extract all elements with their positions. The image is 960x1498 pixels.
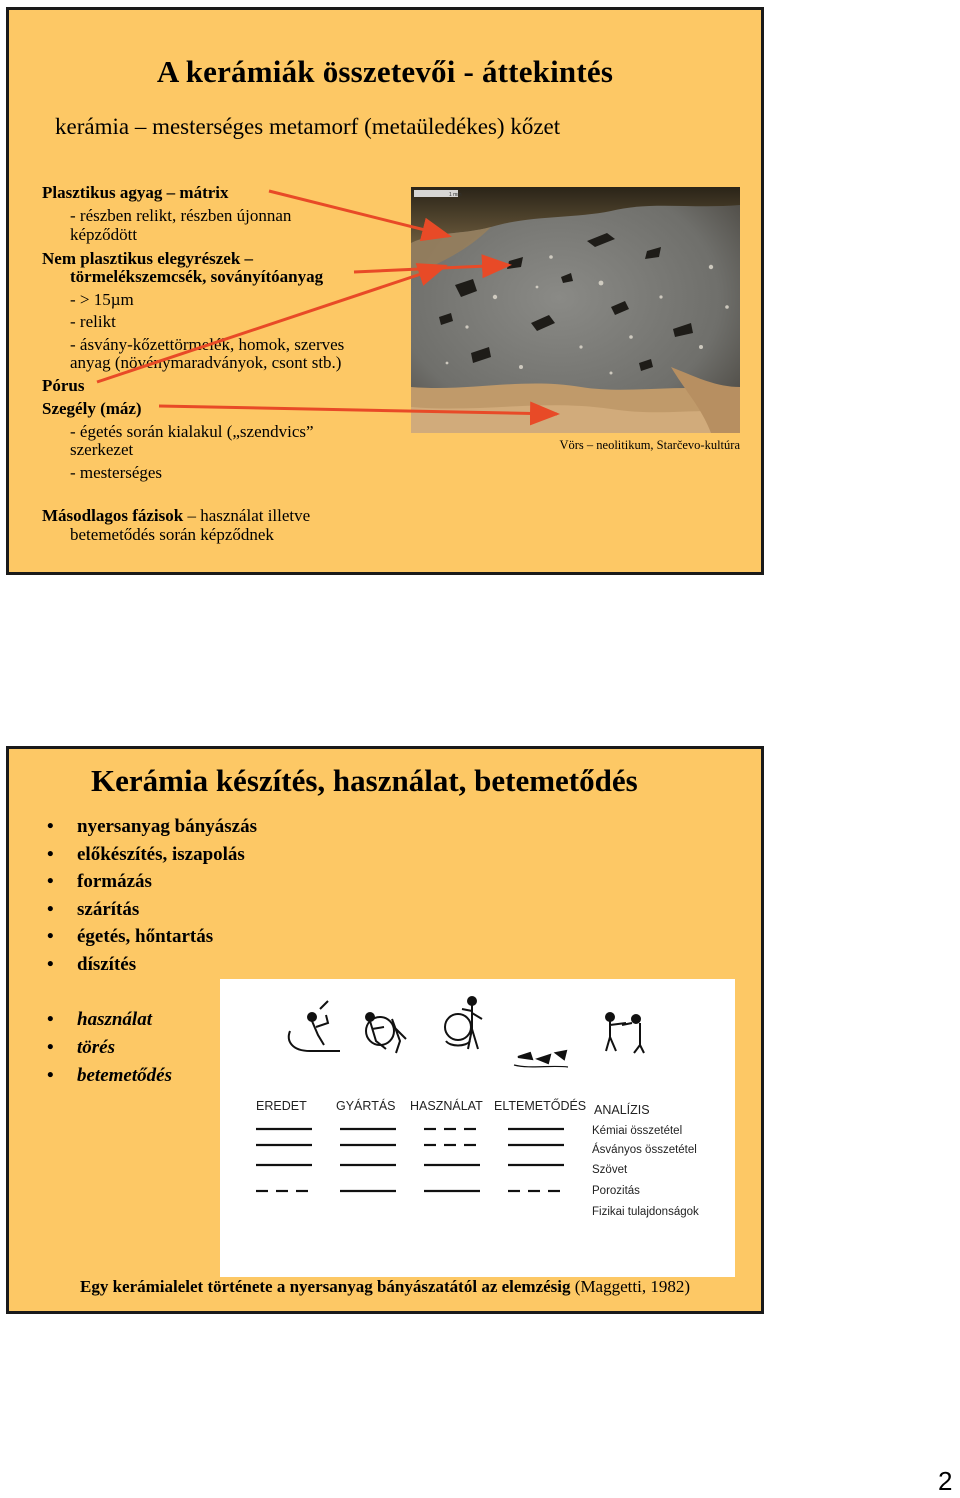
component-line: Pórus [42, 376, 85, 395]
slide1-title: A kerámiák összetevői - áttekintés [156, 54, 614, 89]
lifecycle-bullet [47, 870, 152, 894]
diagram-column-label: ANALÍZIS [594, 1103, 650, 1117]
component-line: Nem plasztikus elegyrészek – [42, 249, 254, 268]
bullet-marker: • [47, 899, 54, 920]
lifecycle-diagram [220, 979, 735, 1277]
lifecycle-bullet [47, 1036, 115, 1060]
bullet-marker: • [47, 954, 54, 975]
bullet-text: szárítás [77, 899, 140, 920]
bullet-text: betemetődés [77, 1065, 172, 1086]
bullet-marker: • [47, 816, 54, 837]
diagram-column-label: EREDET [256, 1099, 307, 1113]
component-line: Szegély (máz) [42, 399, 142, 418]
component-line: törmelékszemcsék, soványítóanyag [70, 267, 324, 286]
photo-caption: Vörs – neolitikum, Starčevo-kultúra [559, 438, 740, 452]
bullet-marker: • [47, 1065, 54, 1086]
bullet-text: előkészítés, iszapolás [77, 844, 245, 865]
lifecycle-bullet [47, 1008, 152, 1032]
indicator-lines [256, 1129, 564, 1191]
component-line: szerkezet [70, 440, 134, 459]
bullet-text: használat [77, 1009, 152, 1030]
lifecycle-bullet [47, 843, 245, 867]
secondary-phases-desc: – használat illetve [183, 506, 311, 525]
bullet-text: égetés, hőntartás [77, 926, 214, 947]
lifecycle-bullet [47, 925, 213, 949]
ceramic-thin-section-photo [411, 187, 740, 433]
slide-composition-overview [6, 7, 764, 575]
bullet-text: törés [77, 1037, 115, 1058]
photo-scale-label: 1 mm [449, 192, 462, 198]
slide2-caption [9, 1277, 761, 1297]
bullet-text: nyersanyag bányászás [77, 816, 257, 837]
component-line: - mesterséges [70, 463, 163, 482]
analysis-method-label: Kémiai összetétel [592, 1125, 683, 1137]
bullet-text: formázás [77, 871, 152, 892]
page-number: 2 [938, 1466, 953, 1496]
secondary-phases-line1 [42, 506, 310, 526]
component-line: - részben relikt, részben újonnan [70, 206, 292, 225]
component-line: - relikt [70, 312, 116, 331]
lifecycle-bullet [47, 1064, 172, 1088]
caption-main: Egy kerámialelet története a nyersanyag bányászatától az elemzésig [80, 1277, 571, 1296]
bullet-marker: • [47, 1037, 54, 1058]
component-line: - égetés során kialakul („szendvics” [70, 422, 314, 441]
analysis-method-label: Fizikai tulajdonságok [592, 1206, 699, 1218]
analysis-method-label: Szövet [592, 1164, 628, 1176]
secondary-phases-term: Másodlagos fázisok [42, 506, 184, 525]
analysis-method-label: Porozitás [592, 1185, 640, 1197]
caption-citation: (Maggetti, 1982) [570, 1277, 690, 1296]
slide-lifecycle [6, 746, 764, 1314]
lifecycle-bullet [47, 815, 257, 839]
slide1-subtitle: kerámia – mesterséges metamorf (metaüledékes) kőzet [55, 114, 561, 139]
lifecycle-bullet [47, 953, 136, 977]
bullet-marker: • [47, 926, 54, 947]
bullet-marker: • [47, 844, 54, 865]
diagram-column-label: HASZNÁLAT [410, 1099, 483, 1113]
component-line: - ásvány-kőzettörmelék, homok, szerves [70, 335, 345, 354]
stage-pictograms [289, 997, 644, 1067]
lifecycle-bullet [47, 898, 139, 922]
bullet-text: díszítés [77, 954, 137, 975]
component-line: anyag (növénymaradványok, csont stb.) [70, 353, 342, 372]
bullet-marker: • [47, 1009, 54, 1030]
diagram-column-label: ELTEMETŐDÉS [494, 1099, 587, 1113]
slide2-title: Kerámia készítés, használat, betemetődés [91, 763, 638, 798]
component-line: Plasztikus agyag – mátrix [42, 183, 229, 202]
analysis-method-label: Ásványos összetétel [592, 1144, 697, 1156]
secondary-phases-line2: betemetődés során képződnek [70, 525, 274, 544]
bullet-marker: • [47, 871, 54, 892]
diagram-column-label: GYÁRTÁS [336, 1099, 396, 1113]
component-line: képződött [70, 225, 138, 244]
component-line: - > 15µm [70, 290, 134, 309]
